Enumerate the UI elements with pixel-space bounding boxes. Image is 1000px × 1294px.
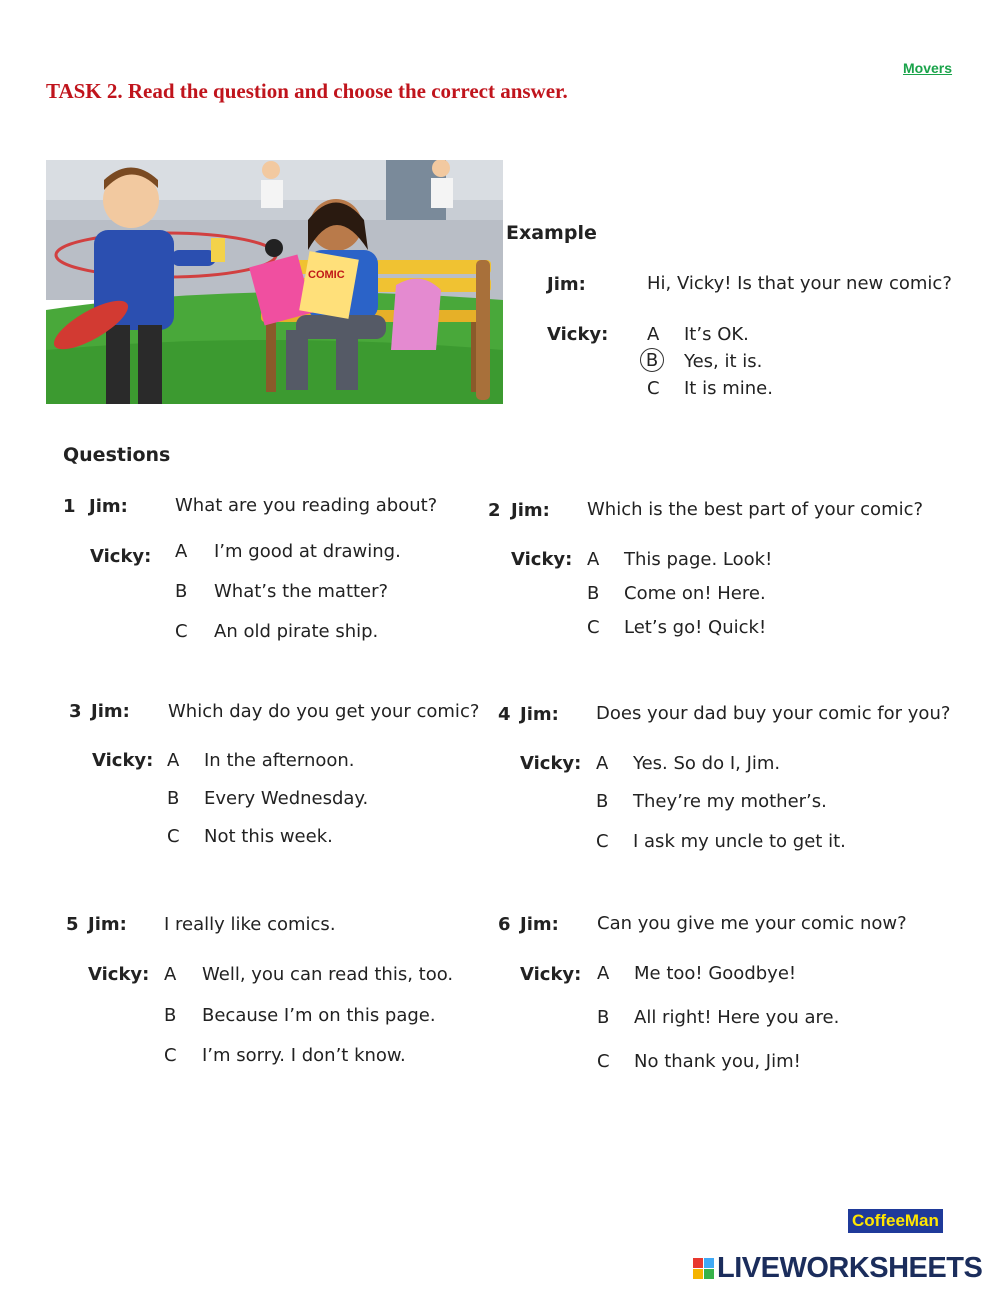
- example-option-letter: A: [647, 324, 660, 345]
- option-letter[interactable]: A: [167, 750, 180, 771]
- question-speaker-vicky: Vicky:: [92, 750, 154, 771]
- option-letter[interactable]: C: [596, 831, 609, 852]
- example-answer-circle: B: [640, 348, 664, 372]
- option-text[interactable]: This page. Look!: [624, 549, 773, 570]
- scene-illustration: [46, 160, 503, 404]
- option-text[interactable]: An old pirate ship.: [214, 621, 379, 642]
- question-number: 6: [498, 914, 511, 935]
- question-text: Can you give me your comic now?: [597, 913, 907, 934]
- question-speaker-vicky: Vicky:: [520, 753, 582, 774]
- option-letter[interactable]: A: [164, 964, 177, 985]
- option-text[interactable]: Yes. So do I, Jim.: [633, 753, 781, 774]
- liveworksheets-brand: LIVEWORKSHEETS: [717, 1252, 983, 1284]
- author-badge: CoffeeMan: [848, 1209, 943, 1233]
- example-speaker-vicky: Vicky:: [547, 324, 609, 345]
- question-speaker-jim: Jim:: [511, 500, 550, 521]
- option-text[interactable]: In the afternoon.: [204, 750, 355, 771]
- option-text[interactable]: I ask my uncle to get it.: [633, 831, 846, 852]
- question-text: I really like comics.: [164, 914, 336, 935]
- option-letter[interactable]: B: [164, 1005, 177, 1026]
- example-option-letter: C: [647, 378, 660, 399]
- question-speaker-jim: Jim:: [91, 701, 130, 722]
- level-link[interactable]: Movers: [903, 60, 953, 76]
- question-speaker-jim: Jim:: [89, 496, 128, 517]
- question-speaker-vicky: Vicky:: [511, 549, 573, 570]
- option-letter[interactable]: C: [167, 826, 180, 847]
- question-number: 1: [63, 496, 76, 517]
- option-text[interactable]: They’re my mother’s.: [633, 791, 827, 812]
- option-letter[interactable]: C: [587, 617, 600, 638]
- option-letter[interactable]: B: [175, 581, 188, 602]
- option-letter[interactable]: B: [597, 1007, 610, 1028]
- option-letter[interactable]: C: [175, 621, 188, 642]
- question-text: Which is the best part of your comic?: [587, 499, 924, 520]
- liveworksheets-logo-icon: [693, 1258, 714, 1279]
- option-letter[interactable]: C: [164, 1045, 177, 1066]
- question-text: Which day do you get your comic?: [168, 701, 480, 722]
- question-speaker-vicky: Vicky:: [90, 546, 152, 567]
- option-letter[interactable]: A: [175, 541, 188, 562]
- question-speaker-vicky: Vicky:: [88, 964, 150, 985]
- example-question: Hi, Vicky! Is that your new comic?: [647, 273, 952, 294]
- question-speaker-jim: Jim:: [520, 914, 559, 935]
- option-text[interactable]: I’m good at drawing.: [214, 541, 401, 562]
- question-text: Does your dad buy your comic for you?: [596, 703, 951, 724]
- option-text[interactable]: Not this week.: [204, 826, 333, 847]
- option-letter[interactable]: B: [167, 788, 180, 809]
- example-option-text: Yes, it is.: [684, 351, 763, 372]
- option-letter[interactable]: C: [597, 1051, 610, 1072]
- playground-illustration: [46, 160, 503, 404]
- option-text[interactable]: All right! Here you are.: [634, 1007, 840, 1028]
- liveworksheets-logo[interactable]: [693, 1252, 982, 1285]
- option-letter[interactable]: A: [597, 963, 610, 984]
- option-text[interactable]: Come on! Here.: [624, 583, 766, 604]
- option-text[interactable]: I’m sorry. I don’t know.: [202, 1045, 406, 1066]
- option-text[interactable]: Me too! Goodbye!: [634, 963, 797, 984]
- example-option-text: It is mine.: [684, 378, 773, 399]
- example-speaker-jim: Jim:: [547, 274, 586, 295]
- question-number: 4: [498, 704, 511, 725]
- example-title: Example: [506, 222, 597, 244]
- question-speaker-jim: Jim:: [88, 914, 127, 935]
- option-text[interactable]: Let’s go! Quick!: [624, 617, 767, 638]
- option-text[interactable]: What’s the matter?: [214, 581, 389, 602]
- option-text[interactable]: No thank you, Jim!: [634, 1051, 801, 1072]
- question-number: 2: [488, 500, 501, 521]
- option-letter[interactable]: B: [587, 583, 600, 604]
- question-number: 5: [66, 914, 79, 935]
- option-letter[interactable]: A: [596, 753, 609, 774]
- question-text: What are you reading about?: [175, 495, 438, 516]
- backpack: [391, 279, 441, 350]
- example-option-text: It’s OK.: [684, 324, 749, 345]
- task-title: TASK 2. Read the question and choose the correct answer.: [46, 79, 568, 103]
- option-text[interactable]: Well, you can read this, too.: [202, 964, 454, 985]
- question-speaker-jim: Jim:: [520, 704, 559, 725]
- comic-cover-label: COMIC: [308, 269, 345, 281]
- option-letter[interactable]: A: [587, 549, 600, 570]
- questions-title: Questions: [63, 444, 171, 466]
- option-letter[interactable]: B: [596, 791, 609, 812]
- question-speaker-vicky: Vicky:: [520, 964, 582, 985]
- question-number: 3: [69, 701, 82, 722]
- option-text[interactable]: Because I’m on this page.: [202, 1005, 436, 1026]
- option-text[interactable]: Every Wednesday.: [204, 788, 369, 809]
